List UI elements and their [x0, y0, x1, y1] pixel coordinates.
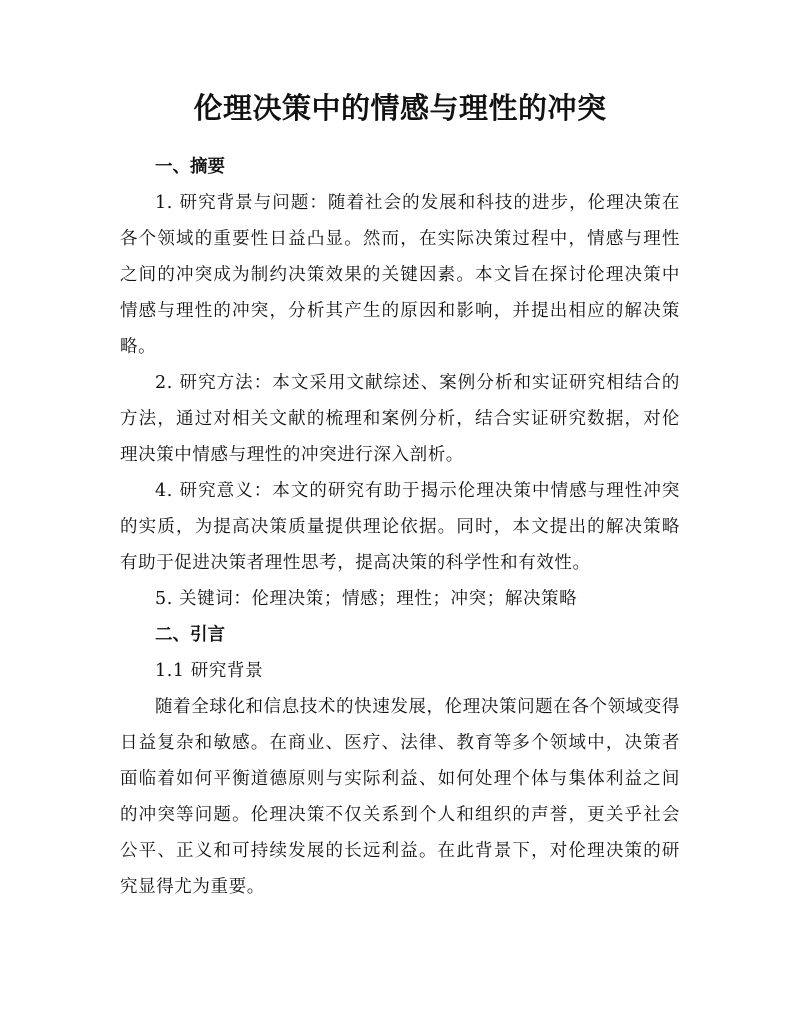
- abstract-item-significance: 4. 研究意义：本文的研究有助于揭示伦理决策中情感与理性冲突的实质，为提高决策质量提供理论依据。同时，本文提出的解决策略有助于促进决策者理性思考，提高决策的科学性和有效性。: [120, 481, 680, 573]
- abstract-item-background: 1. 研究背景与问题：随着社会的发展和科技的进步，伦理决策在各个领域的重要性日益凸显。然而，在实际决策过程中，情感与理性之间的冲突成为制约决策效果的关键因素。本文旨在探讨伦理决策中情感与理性的冲突，分析其产生的原因和影响，并提出相应的解决策略。: [120, 193, 680, 357]
- abstract-item-method: 2. 研究方法：本文采用文献综述、案例分析和实证研究相结合的方法，通过对相关文献的梳理和案例分析，结合实证研究数据，对伦理决策中情感与理性的冲突进行深入剖析。: [120, 373, 680, 465]
- introduction-paragraph: 随着全球化和信息技术的快速发展，伦理决策问题在各个领域变得日益复杂和敏感。在商业、医疗、法律、教育等多个领域中，决策者面临着如何平衡道德原则与实际利益、如何处理个体与集体利益之间的冲突等问题。伦理决策不仅关系到个人和组织的声誉，更关乎社会公平、正义和可持续发展的长远利益。在此背景下，对伦理决策的研究显得尤为重要。: [120, 697, 680, 897]
- section-heading-abstract: 一、摘要: [155, 157, 225, 177]
- section-heading-introduction: 二、引言: [155, 625, 225, 645]
- document-title: 伦理决策中的情感与理性的冲突: [193, 91, 607, 125]
- subsection-heading-background: 1.1 研究背景: [155, 661, 264, 681]
- document-body: [120, 149, 680, 905]
- abstract-item-keywords: 5. 关键词：伦理决策；情感；理性；冲突；解决策略: [155, 589, 578, 609]
